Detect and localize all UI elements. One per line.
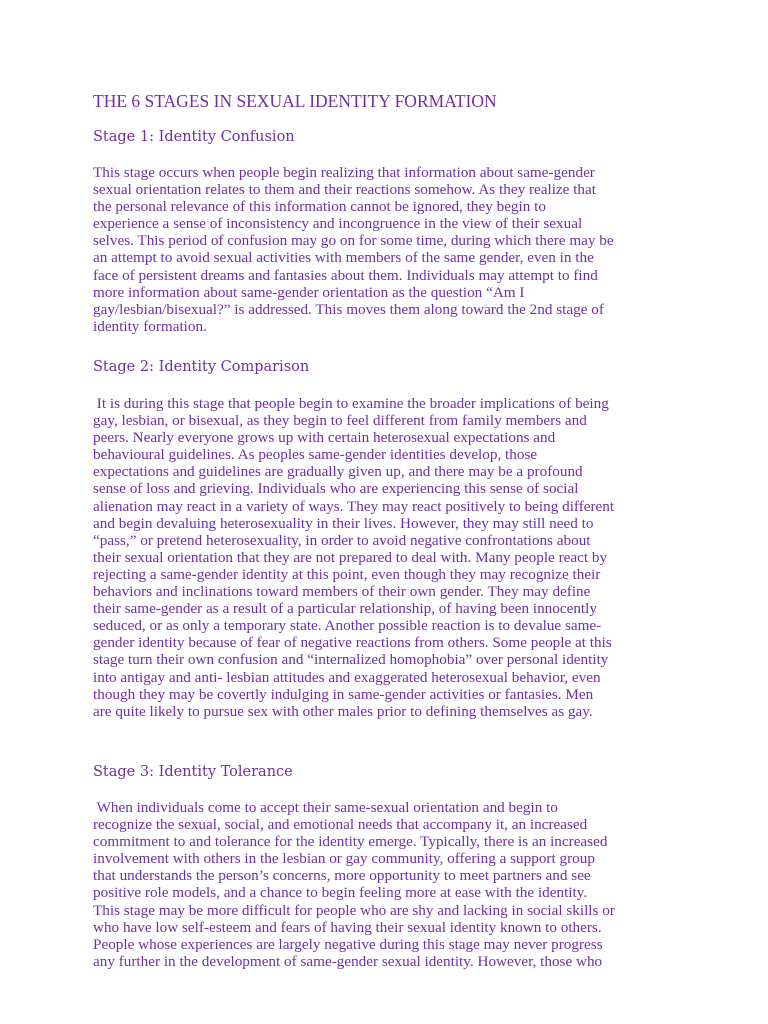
text-line: stage turn their own confusion and “internalized homophobia” over personal identity [93,651,609,669]
text-line: more information about same-gender orientation as the question “Am I [93,283,525,301]
text-line: face of persistent dreams and fantasies about them. Individuals may attempt to find [93,266,598,284]
text-line: expectations and guidelines are gradually given up, and there may be a profound [93,463,583,481]
text-line: gay, lesbian, or bisexual, as they begin to feel different from family members and [93,412,587,430]
text-line: gay/lesbian/bisexual?” is addressed. This moves them along toward the 2nd stage of [93,300,604,318]
text-line: experience a sense of inconsistency and incongruence in the view of their sexual [93,215,583,233]
document-title: THE 6 STAGES IN SEXUAL IDENTITY FORMATION [93,91,497,111]
section-heading-stage-2: Stage 2: Identity Comparison [93,359,310,375]
section-heading-stage-3: Stage 3: Identity Tolerance [93,764,293,780]
text-line: and begin devaluing heterosexuality in their lives. However, they may still need to [93,514,594,532]
text-line: sense of loss and grieving. Individuals who are experiencing this sense of social [93,480,579,498]
text-line: People whose experiences are largely negative during this stage may never progress [93,935,603,953]
text-line: rejecting a same-gender identity at this point, even though they may recognize their [93,565,601,583]
text-line: into antigay and anti- lesbian attitudes and exaggerated heterosexual behavior, even [93,668,601,686]
text-line: identity formation. [93,317,207,335]
text-line: selves. This period of confusion may go on for some time, during which there may be [93,232,614,250]
text-line: “pass,” or pretend heterosexuality, in order to avoid negative confrontations about [93,531,591,549]
text-line: though they may be covertly indulging in same-gender activities or fantasies. Men [93,685,594,703]
text-line: involvement with others in the lesbian or gay community, offering a support group [93,850,595,868]
text-line: positive role models, and a chance to begin feeling more at ease with the identity. [93,884,588,902]
text-line: peers. Nearly everyone grows up with certain heterosexual expectations and [93,429,556,447]
text-line: behaviors and inclinations toward members of their own gender. They may define [93,583,591,601]
text-line: any further in the development of same-gender sexual identity. However, those who [93,952,603,970]
text-line: their same-gender as a result of a particular relationship, of having been innocently [93,600,597,618]
text-line: sexual orientation relates to them and their reactions somehow. As they realize that [93,181,596,199]
text-line: seduced, or as only a temporary state. Another possible reaction is to devalue same- [93,617,602,635]
text-line: behavioural guidelines. As peoples same-gender identities develop, those [93,446,538,464]
text-line: gender identity because of fear of negative reactions from others. Some people at this [93,634,612,652]
text-line: alienation may react in a variety of ways. They may react positively to being different [93,497,615,515]
text-line: who have low self-esteem and fears of having their sexual identity known to others. [93,918,602,936]
text-line: an attempt to avoid sexual activities with members of the same gender, even in the [93,249,594,267]
text-line: are quite likely to pursue sex with other males prior to defining themselves as gay. [93,702,593,720]
text-line: that understands the person’s concerns, more opportunity to meet partners and see [93,867,591,885]
section-paragraph-stage-3 [93,799,678,970]
section-heading-stage-1: Stage 1: Identity Confusion [93,129,295,145]
text-line: It is during this stage that people begin to examine the broader implications of being [93,395,609,412]
text-line: their sexual orientation that they are not prepared to deal with. Many people react by [93,548,608,566]
text-line: commitment to and tolerance for the identity emerge. Typically, there is an increased [93,833,608,851]
text-line: the personal relevance of this information cannot be ignored, they begin to [93,198,546,216]
section-paragraph-stage-2 [93,395,678,720]
section-paragraph-stage-1 [93,164,678,335]
text-line: This stage may be more difficult for people who are shy and lacking in social skills or [93,901,615,919]
text-line: recognize the sexual, social, and emotional needs that accompany it, an increased [93,816,588,834]
text-line: When individuals come to accept their same-sexual orientation and begin to [93,799,558,816]
text-line: This stage occurs when people begin realizing that information about same-gender [93,164,595,181]
